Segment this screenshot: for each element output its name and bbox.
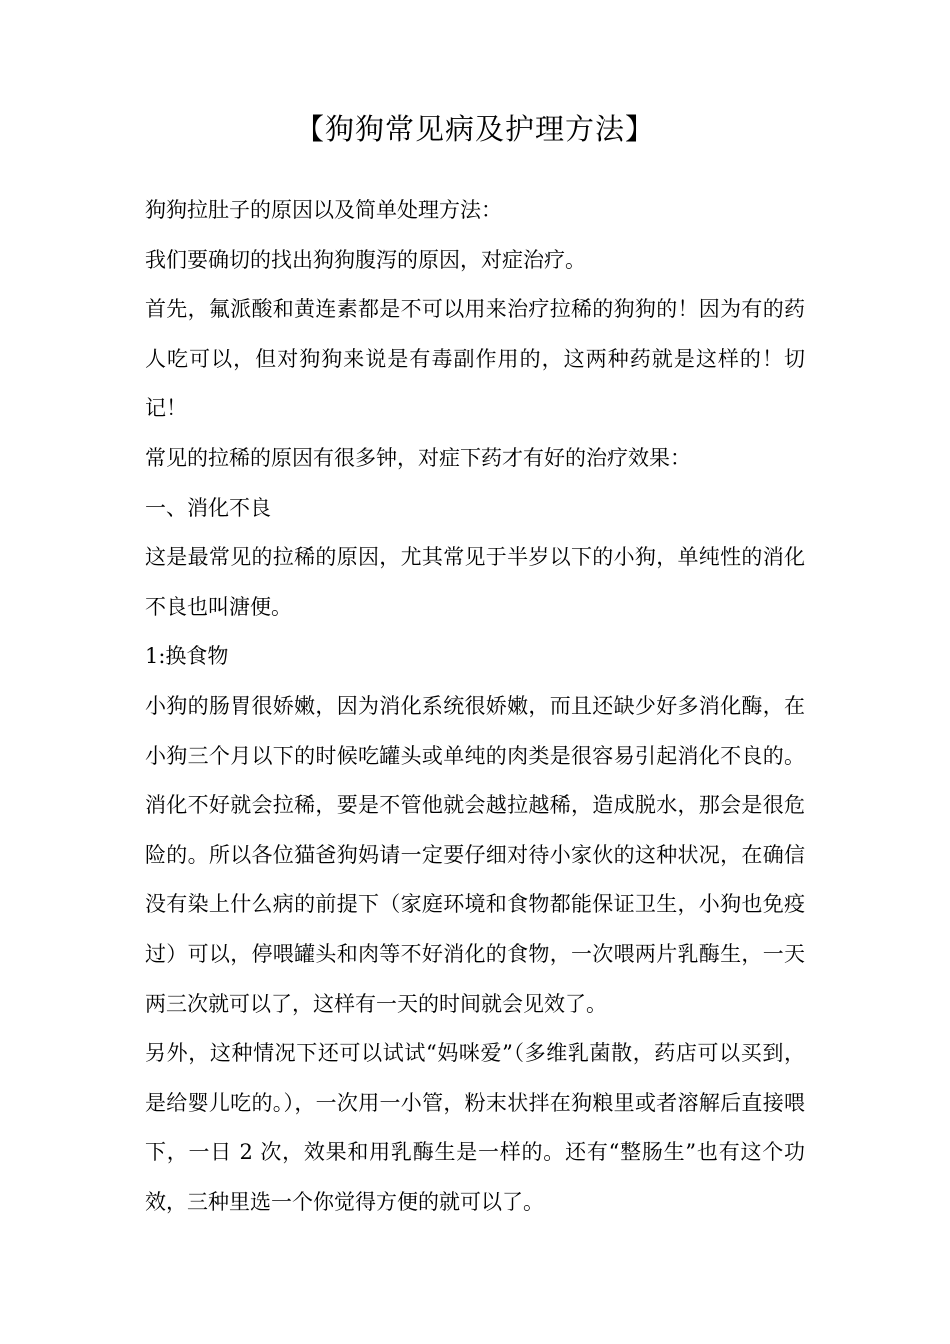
paragraph-intro: 狗狗拉肚子的原因以及简单处理方法： <box>145 198 502 222</box>
paragraph-find-cause: 我们要确切的找出狗狗腹泻的原因，对症治疗。 <box>145 247 586 272</box>
subheading-change-food: 1:换食物 <box>145 644 229 669</box>
document-body <box>145 186 805 1227</box>
paragraph-common-causes: 常见的拉稀的原因有很多钟，对症下药才有好的治疗效果： <box>145 445 691 470</box>
document-title: 【狗狗常见病及护理方法】 <box>294 112 655 146</box>
paragraph-change-food: 小狗的肠胃很娇嫩，因为消化系统很娇嫩，而且还缺少好多消化酶，在小狗三个月以下的时候吃罐头或单纯的肉类是很容易引起消化不良的。消化不好就会拉稀，要是不管他就会越拉越稀，造成脱水，那会是很危险的。所以各位猫爸狗妈请一定要仔细对待小家伙的这种状况，在确信没有染上什么病的前提下（家庭环境和食物都能保证卫生，小狗也免疫过）可以，停喂罐头和肉等不好消化的食物，一次喂两片乳酶生，一天两三次就可以了，这样有一天的时间就会见效了。 <box>145 693 805 1016</box>
paragraph-warning: 首先，氟派酸和黄连素都是不可以用来治疗拉稀的狗狗的！因为有的药人吃可以，但对狗狗来说是有毒副作用的，这两种药就是这样的！切记！ <box>145 297 805 421</box>
paragraph-indigestion: 这是最常见的拉稀的原因，尤其常见于半岁以下的小狗，单纯性的消化不良也叫溏便。 <box>145 545 805 619</box>
paragraph-alternative: 另外，这种情况下还可以试试“妈咪爱”（多维乳菌散，药店可以买到，是给婴儿吃的。），一次用一小管，粉末状拌在狗粮里或者溶解后直接喂下，一日 2 次，效果和用乳酶生是一样的。还有“整肠生”也有这个功效，三种里选一个你觉得方便的就可以了。 <box>145 1041 805 1214</box>
section-heading-indigestion: 一、消化不良 <box>145 495 271 520</box>
